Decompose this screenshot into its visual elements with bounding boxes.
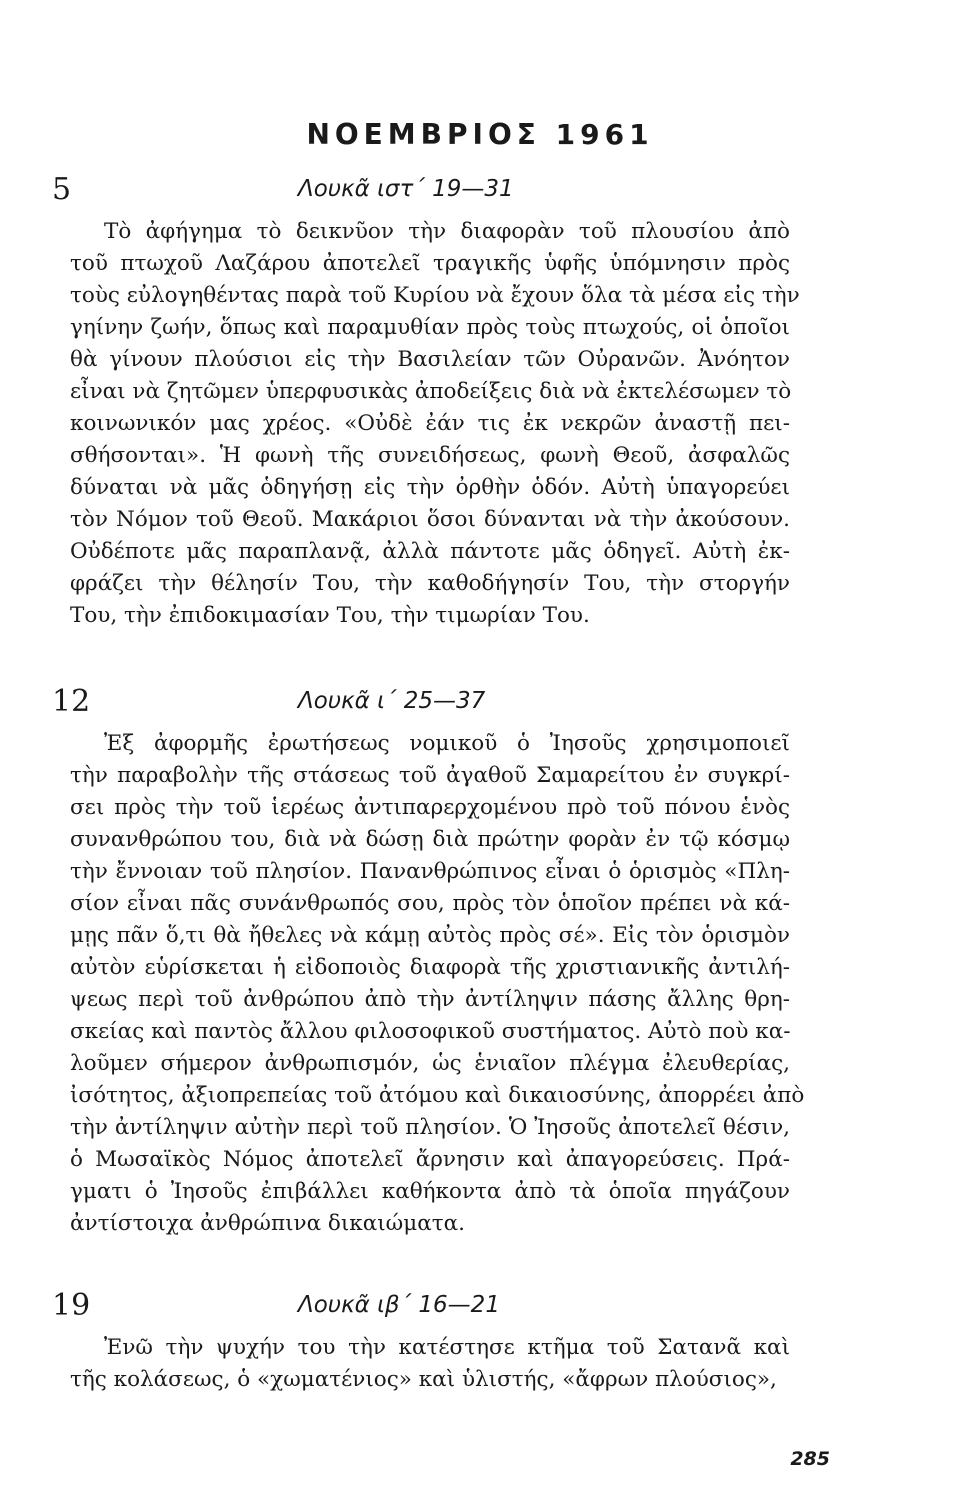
scripture-reference: Λουκᾶ ι΄ 25—37 <box>298 688 486 714</box>
entry-heading <box>52 1288 790 1332</box>
text-line: κοινωνικόν μας χρέος. «Οὐδὲ ἐάν τις ἐκ νεκρῶν ἀναστῇ πει- <box>70 411 790 436</box>
text-line: σει πρὸς τὴν τοῦ ἱερέως ἀντιπαρερχομένου πρὸ τοῦ πόνου ἑνὸς <box>70 795 790 820</box>
entry-day: 12 <box>52 684 91 719</box>
text-line: αὐτὸν εὑρίσκεται ἡ εἰδοποιὸς διαφορὰ τῆς χριστιανικῆς ἀντιλή- <box>70 955 790 980</box>
entry-day: 19 <box>52 1288 91 1323</box>
text-line: λοῦμεν σήμερον ἀνθρωπισμόν, ὡς ἑνιαῖον πλέγμα ἐλευθερίας, <box>70 1051 790 1076</box>
text-line: σθήσονται». Ἡ φωνὴ τῆς συνειδήσεως, φωνὴ Θεοῦ, ἀσφαλῶς <box>70 443 790 468</box>
text-line: τοὺς εὐλογηθέντας παρὰ τοῦ Κυρίου νὰ ἔχουν ὅλα τὰ μέσα εἰς τὴν <box>70 283 800 308</box>
page-number: 285 <box>790 1448 830 1470</box>
reading-entry <box>52 1288 790 1396</box>
entry-paragraph <box>70 1332 790 1396</box>
text-line: δύναται νὰ μᾶς ὁδηγήσῃ εἰς τὴν ὀρθὴν ὁδόν. Αὐτὴ ὑπαγορεύει <box>70 475 790 500</box>
text-line: τοῦ πτωχοῦ Λαζάρου ἀποτελεῖ τραγικῆς ὑφῆς ὑπόμνησιν πρὸς <box>70 251 790 276</box>
entry-paragraph <box>70 216 800 632</box>
text-line: εἶναι νὰ ζητῶμεν ὑπερφυσικὰς ἀποδείξεις διὰ νὰ ἐκτελέσωμεν τὸ <box>70 379 792 404</box>
text-line: τὴν παραβολὴν τῆς στάσεως τοῦ ἀγαθοῦ Σαμαρείτου ἐν συγκρί- <box>70 763 790 788</box>
text-line: Ἐξ ἀφορμῆς ἐρωτήσεως νομικοῦ ὁ Ἰησοῦς χρησιμοποιεῖ <box>104 731 790 756</box>
reading-entry <box>52 172 800 632</box>
text-line: ἀντίστοιχα ἀνθρώπινα δικαιώματα. <box>70 1211 465 1236</box>
text-line: ἰσότητος, ἀξιοπρεπείας τοῦ ἀτόμου καὶ δικαιοσύνης, ἀπορρέει ἀπὸ <box>70 1083 805 1108</box>
text-line: σκείας καὶ παντὸς ἄλλου φιλοσοφικοῦ συστήματος. Αὐτὸ ποὺ κα- <box>70 1019 791 1044</box>
text-line: Τὸ ἀφήγημα τὸ δεικνῦον τὴν διαφορὰν τοῦ πλουσίου ἀπὸ <box>104 219 790 244</box>
page-header: ΝΟΕΜΒΡΙΟΣ 1961 <box>306 118 654 151</box>
text-line: τῆς κολάσεως, ὁ «χωματένιος» καὶ ὑλιστής, «ἄφρων πλούσιος», <box>70 1367 777 1392</box>
text-line: συνανθρώπου του, διὰ νὰ δώσῃ διὰ πρώτην φορὰν ἐν τῷ κόσμῳ <box>70 827 790 852</box>
text-line: Οὐδέποτε μᾶς παραπλανᾷ, ἀλλὰ πάντοτε μᾶς ὁδηγεῖ. Αὐτὴ ἐκ- <box>70 539 790 564</box>
text-line: Του, τὴν ἐπιδοκιμασίαν Του, τὴν τιμωρίαν Του. <box>70 603 590 628</box>
entry-heading <box>52 172 790 216</box>
entry-paragraph <box>70 728 805 1240</box>
reading-entry <box>52 684 805 1240</box>
text-line: τὸν Νόμον τοῦ Θεοῦ. Μακάριοι ὅσοι δύνανται νὰ τὴν ἀκούσουν. <box>70 507 790 532</box>
text-line: Ἐνῶ τὴν ψυχήν του τὴν κατέστησε κτῆμα τοῦ Σατανᾶ καὶ <box>104 1335 790 1360</box>
text-line: σίον εἶναι πᾶς συνάνθρωπός σου, πρὸς τὸν ὁποῖον πρέπει νὰ κά- <box>70 891 790 916</box>
text-line: ψεως περὶ τοῦ ἀνθρώπου ἀπὸ τὴν ἀντίληψιν πάσης ἄλλης θρη- <box>70 987 790 1012</box>
text-line: θὰ γίνουν πλούσιοι εἰς τὴν Βασιλείαν τῶν Οὐρανῶν. Ἀνόητον <box>70 347 790 372</box>
text-line: γηίνην ζωήν, ὅπως καὶ παραμυθίαν πρὸς τοὺς πτωχούς, οἱ ὁποῖοι <box>70 315 790 340</box>
text-line: τὴν ἀντίληψιν αὐτὴν περὶ τοῦ πλησίον. Ὁ Ἰησοῦς ἀποτελεῖ θέσιν, <box>70 1115 790 1140</box>
entry-day: 5 <box>52 172 72 207</box>
text-line: μῃς πᾶν ὅ,τι θὰ ἤθελες νὰ κάμῃ αὐτὸς πρὸς σέ». Εἰς τὸν ὁρισμὸν <box>70 923 790 948</box>
text-line: ὁ Μωσαϊκὸς Νόμος ἀποτελεῖ ἄρνησιν καὶ ἀπαγορεύσεις. Πρά- <box>70 1147 790 1172</box>
text-line: τὴν ἔννοιαν τοῦ πλησίον. Πανανθρώπινος εἶναι ὁ ὁρισμὸς «Πλη- <box>70 859 790 884</box>
scripture-reference: Λουκᾶ ιστ΄ 19—31 <box>298 176 514 202</box>
text-line: φράζει τὴν θέλησίν Του, τὴν καθοδήγησίν Του, τὴν στοργήν <box>70 571 790 596</box>
entry-heading <box>52 684 790 728</box>
text-line: γματι ὁ Ἰησοῦς ἐπιβάλλει καθήκοντα ἀπὸ τὰ ὁποῖα πηγάζουν <box>70 1179 790 1204</box>
scripture-reference: Λουκᾶ ιβ΄ 16—21 <box>298 1292 500 1318</box>
